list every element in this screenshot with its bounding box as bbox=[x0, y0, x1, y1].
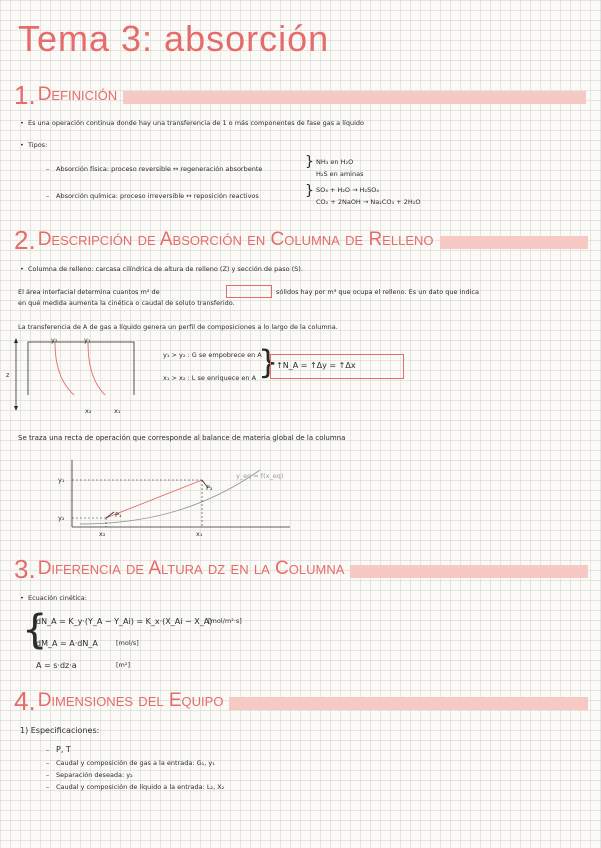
section-title: Diferencia de Altura dz en la Columna bbox=[37, 558, 345, 579]
label-x1: x₁ bbox=[114, 407, 121, 415]
dash: – bbox=[46, 746, 50, 754]
equation-3-units: [m²] bbox=[116, 661, 131, 669]
section-number: 1. bbox=[14, 79, 36, 110]
label-y1: y₁ bbox=[58, 476, 65, 484]
section-title: Dimensiones del Equipo bbox=[37, 690, 224, 711]
highlight-bar bbox=[229, 697, 588, 710]
label-p2: P₂ bbox=[206, 484, 213, 492]
flux-relation: ↑N_A = ↑Δy = ↑Δx bbox=[276, 361, 356, 370]
equation-2: dM_A = A·dN_A bbox=[36, 639, 98, 648]
brace-left: { bbox=[22, 607, 48, 653]
bullet: • bbox=[20, 141, 24, 149]
section-number: 4. bbox=[14, 685, 36, 716]
equation-1-units: [mol/m²·s] bbox=[208, 617, 242, 625]
equation-2-units: [mol/s] bbox=[116, 639, 139, 647]
section-2-header bbox=[14, 224, 588, 255]
section-1-header bbox=[14, 79, 586, 110]
equation-3: A = s·dz·a bbox=[36, 661, 77, 670]
quimica-example-1: SO₃ + H₂O → H₂SO₄ bbox=[316, 186, 379, 194]
brace: } bbox=[305, 154, 314, 170]
brace: } bbox=[258, 343, 279, 381]
quimica-example-2: CO₂ + 2NaOH → Na₂CO₃ + 2H₂O bbox=[316, 198, 421, 206]
spec-item: Caudal y composición de líquido a la entrada: L₂, X₂ bbox=[56, 783, 225, 791]
dash: – bbox=[46, 771, 50, 779]
recta-text: Se traza una recta de operación que corresponde al balance de materia global de la columna bbox=[18, 434, 346, 442]
label-x1: x₁ bbox=[196, 530, 203, 538]
area-text-1b: sólidos hay por m³ que ocupa el relleno. Es un dato que indica bbox=[276, 288, 479, 296]
spec-item: Separación deseada: y₂ bbox=[56, 771, 133, 779]
equilibrium-label: y_eq = f(x_eq) bbox=[236, 472, 284, 480]
section-title: Descripción de Absorción en Columna de Relleno bbox=[37, 229, 434, 250]
highlight-bar bbox=[440, 236, 589, 249]
label-y2: y₂ bbox=[51, 336, 58, 344]
fisica-example-2: H₂S en aminas bbox=[316, 170, 364, 178]
page-title: Tema 3: absorción bbox=[18, 18, 330, 59]
definition-text: Es una operación continua donde hay una transferencia de 1 o más componentes de fase gas a líquido bbox=[28, 119, 364, 127]
blank-box bbox=[226, 285, 272, 298]
condition-2: x₁ > x₂ : L se enriquece en A bbox=[163, 374, 257, 382]
section-title: Definición bbox=[37, 84, 118, 105]
area-text-2: en qué medida aumenta la cinética o caudal de soluto transferido. bbox=[18, 299, 235, 307]
section-4-header bbox=[14, 685, 588, 716]
label-p1: P₁ bbox=[115, 511, 122, 519]
absorcion-fisica: Absorción física: proceso reversible ↔ regeneración absorbente bbox=[56, 165, 263, 173]
section-number: 2. bbox=[14, 224, 36, 255]
columna-text: Columna de relleno: carcasa cilíndrica de altura de relleno (Z) y sección de paso (S). bbox=[28, 265, 303, 273]
bullet: • bbox=[20, 594, 24, 602]
especificaciones-label: 1) Especificaciones: bbox=[20, 726, 100, 735]
equation-1: dN_A = K_y·(Y_A − Y_Ai) = K_x·(X_Ai − X_A) bbox=[36, 617, 213, 626]
brace: } bbox=[305, 183, 314, 199]
highlight-bar bbox=[123, 91, 586, 104]
bullet: • bbox=[20, 119, 24, 127]
label-z: z bbox=[6, 371, 10, 379]
ecuacion-label: Ecuación cinética: bbox=[28, 594, 87, 602]
area-text-1a: El área interfacial determina cuantos m² de bbox=[18, 288, 160, 296]
fisica-example-1: NH₃ en H₂O bbox=[316, 158, 354, 166]
tipos-label: Tipos: bbox=[28, 141, 48, 149]
highlight-bar bbox=[350, 565, 588, 578]
dash: – bbox=[46, 783, 50, 791]
label-y2: y₂ bbox=[58, 514, 65, 522]
absorcion-quimica: Absorción química: proceso irreversible ↔ reposición reactivos bbox=[56, 192, 259, 200]
dash: – bbox=[46, 192, 50, 200]
spec-item: P, T bbox=[56, 745, 71, 754]
transferencia-text: La transferencia de A de gas a líquido genera un perfil de composiciones a lo largo de la columna. bbox=[18, 323, 338, 331]
bullet: • bbox=[20, 265, 24, 273]
dash: – bbox=[46, 759, 50, 767]
spec-item: Caudal y composición de gas a la entrada: G₁, y₁ bbox=[56, 759, 215, 767]
condition-1: y₁ > y₂ : G se empobrece en A bbox=[163, 351, 262, 359]
label-y1: y₁ bbox=[84, 336, 91, 344]
label-x2: x₂ bbox=[99, 530, 106, 538]
section-number: 3. bbox=[14, 553, 36, 584]
label-x2: x₂ bbox=[85, 407, 92, 415]
section-3-header bbox=[14, 553, 588, 584]
dash: – bbox=[46, 165, 50, 173]
operating-line-diagram bbox=[0, 452, 320, 542]
